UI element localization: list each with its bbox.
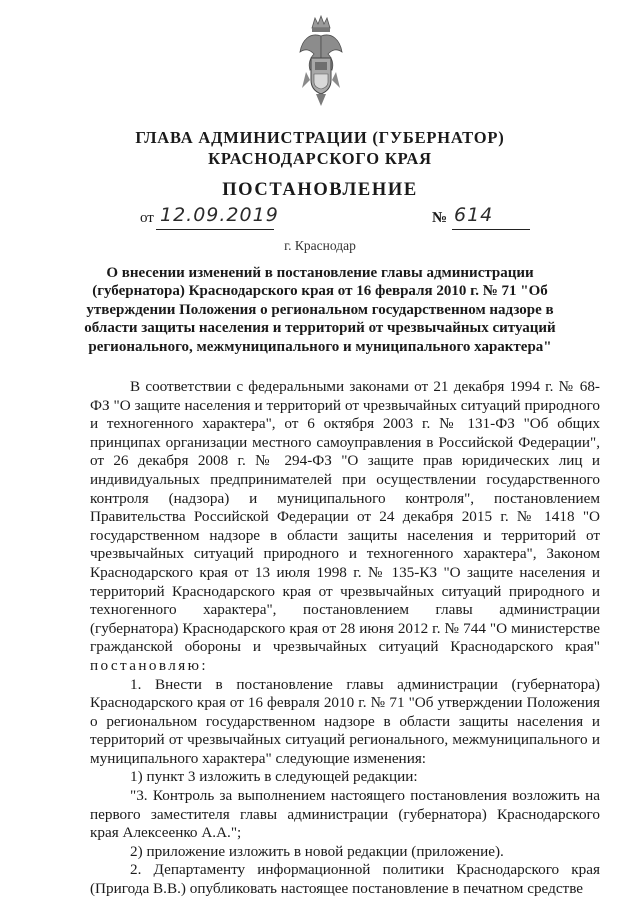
preamble-text: В соответствии с федеральными законами от 21 декабря 1994 г. № 68-ФЗ "О защите населения и территорий от чрезвычайных ситуаций природного и техногенного характера", от 6 октября 2003 г. № 131-ФЗ "Об общих принципах организации местного самоуправления в Российской Федерации", от 26 декабря 2008 г. № 294-ФЗ "О защите прав юридических лиц и индивидуальных предпринимателей при осуществлении государственного контроля (надзора) и муниципального контроля", постановлением Правительства Российской Федерации от 24 декабря 2015 г. № 1418 "О государственном надзоре в области защиты населения и территорий от чрезвычайных ситуаций природного и техногенного характера", Законом Краснодарского края от 13 июля 1998 г. № 135-КЗ "О защите населения и территорий Краснодарского края от чрезвычайных ситуаций природного и техногенного характера", постановлением главы администрации (губернатора) Краснодарского края от 28 июня 2012 г. № 744 "О министерстве гражданской обороны и чрезвычайных ситуаций Краснодарского края" [90,378,600,656]
document-type: ПОСТАНОВЛЕНИЕ [222,180,418,200]
item-2: 2. Департаменту информационной политики Краснодарского края (Пригода В.В.) опубликовать настоящее постановление в печатном средстве [90,861,600,898]
preamble-paragraph [90,378,600,676]
date-number-row [0,206,640,232]
number-sign: № [432,210,448,226]
handwritten-date: 12.09.2019 [160,204,279,226]
coat-of-arms-icon [296,14,346,108]
city: г. Краснодар [284,238,356,253]
date-prefix: от [140,210,154,226]
date-underline [156,229,274,230]
decree-word: постановляю: [90,656,209,674]
item-1-2: 2) приложение изложить в новой редакции (приложение). [130,842,504,860]
authority-title: ГЛАВА АДМИНИСТРАЦИИ (ГУБЕРНАТОР) [135,128,505,147]
item-1-1-text: "3. Контроль за выполнением настоящего постановления возложить на первого заместителя главы администрации (губернатора) Краснодарского края Алексеенко А.А."; [90,787,600,842]
document-body [90,378,600,899]
item-1-1: 1) пункт 3 изложить в следующей редакции: [130,768,418,786]
item-1: 1. Внести в постановление главы администрации (губернатора) Краснодарского края от 16 февраля 2010 г. № 71 "Об утверждении Положения о региональном государственном надзоре в области защиты населения и территорий от чрезвычайных ситуаций регионального, межмуниципального и муниципального характера" следующие изменения: [90,675,600,767]
handwritten-number: 614 [454,204,494,226]
authority-region: КРАСНОДАРСКОГО КРАЯ [208,149,432,168]
number-underline [452,229,530,230]
document-title: О внесении изменений в постановление главы администрации (губернатора) Краснодарского края от 16 февраля 2010 г. № 71 "Об утверждении Положения о региональном государственном надзоре в области защиты населения и территорий от чрезвычайных ситуаций регионального, межмуниципального и муниципального характера" [84,265,556,355]
